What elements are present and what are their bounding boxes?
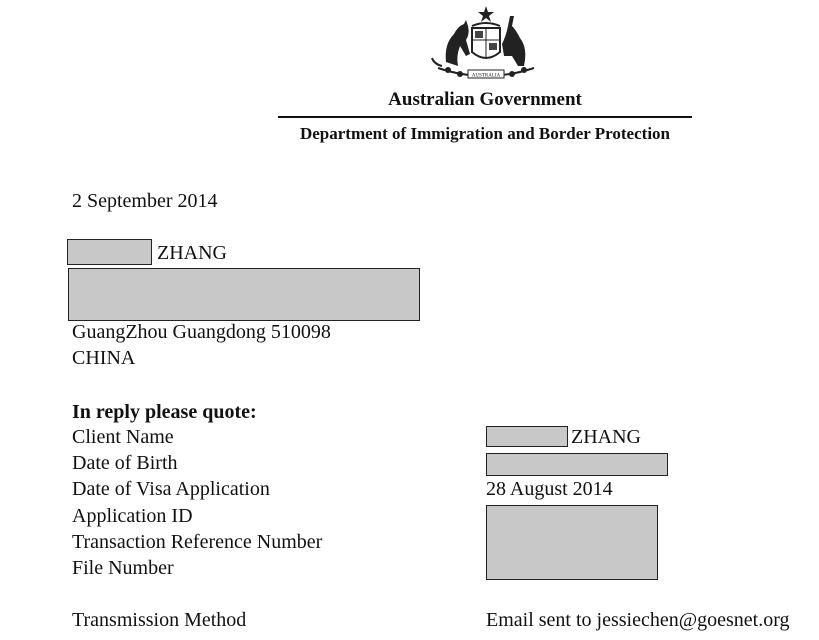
recipient-country: CHINA	[72, 347, 136, 369]
client-name-value: ZHANG	[571, 426, 641, 448]
transaction-reference-label: Transaction Reference Number	[72, 531, 323, 553]
svg-text:AUSTRALIA: AUSTRALIA	[471, 73, 501, 79]
reference-heading: In reply please quote:	[72, 401, 257, 423]
letter-date: 2 September 2014	[72, 190, 218, 212]
visa-application-date-value: 28 August 2014	[486, 478, 613, 500]
dob-label: Date of Birth	[72, 452, 178, 474]
department-title: Department of Immigration and Border Protection	[299, 124, 670, 143]
redacted-given-name	[67, 239, 152, 265]
recipient-city-line: GuangZhou Guangdong 510098	[72, 321, 331, 343]
visa-application-date-label: Date of Visa Application	[72, 478, 270, 500]
redacted-dob	[486, 453, 668, 476]
redacted-client-given-name	[486, 426, 568, 447]
transmission-method-label: Transmission Method	[72, 609, 247, 631]
coat-of-arms-icon	[428, 4, 544, 82]
header-divider	[278, 116, 692, 118]
file-number-label: File Number	[72, 557, 174, 579]
recipient-surname: ZHANG	[157, 242, 227, 264]
redacted-address	[68, 268, 420, 321]
client-name-label: Client Name	[72, 426, 174, 448]
government-title: Australian Government	[388, 89, 582, 110]
transmission-method-value: Email sent to jessiechen@goesnet.org	[486, 609, 790, 631]
application-id-label: Application ID	[72, 505, 193, 527]
redacted-reference-numbers	[486, 505, 658, 580]
